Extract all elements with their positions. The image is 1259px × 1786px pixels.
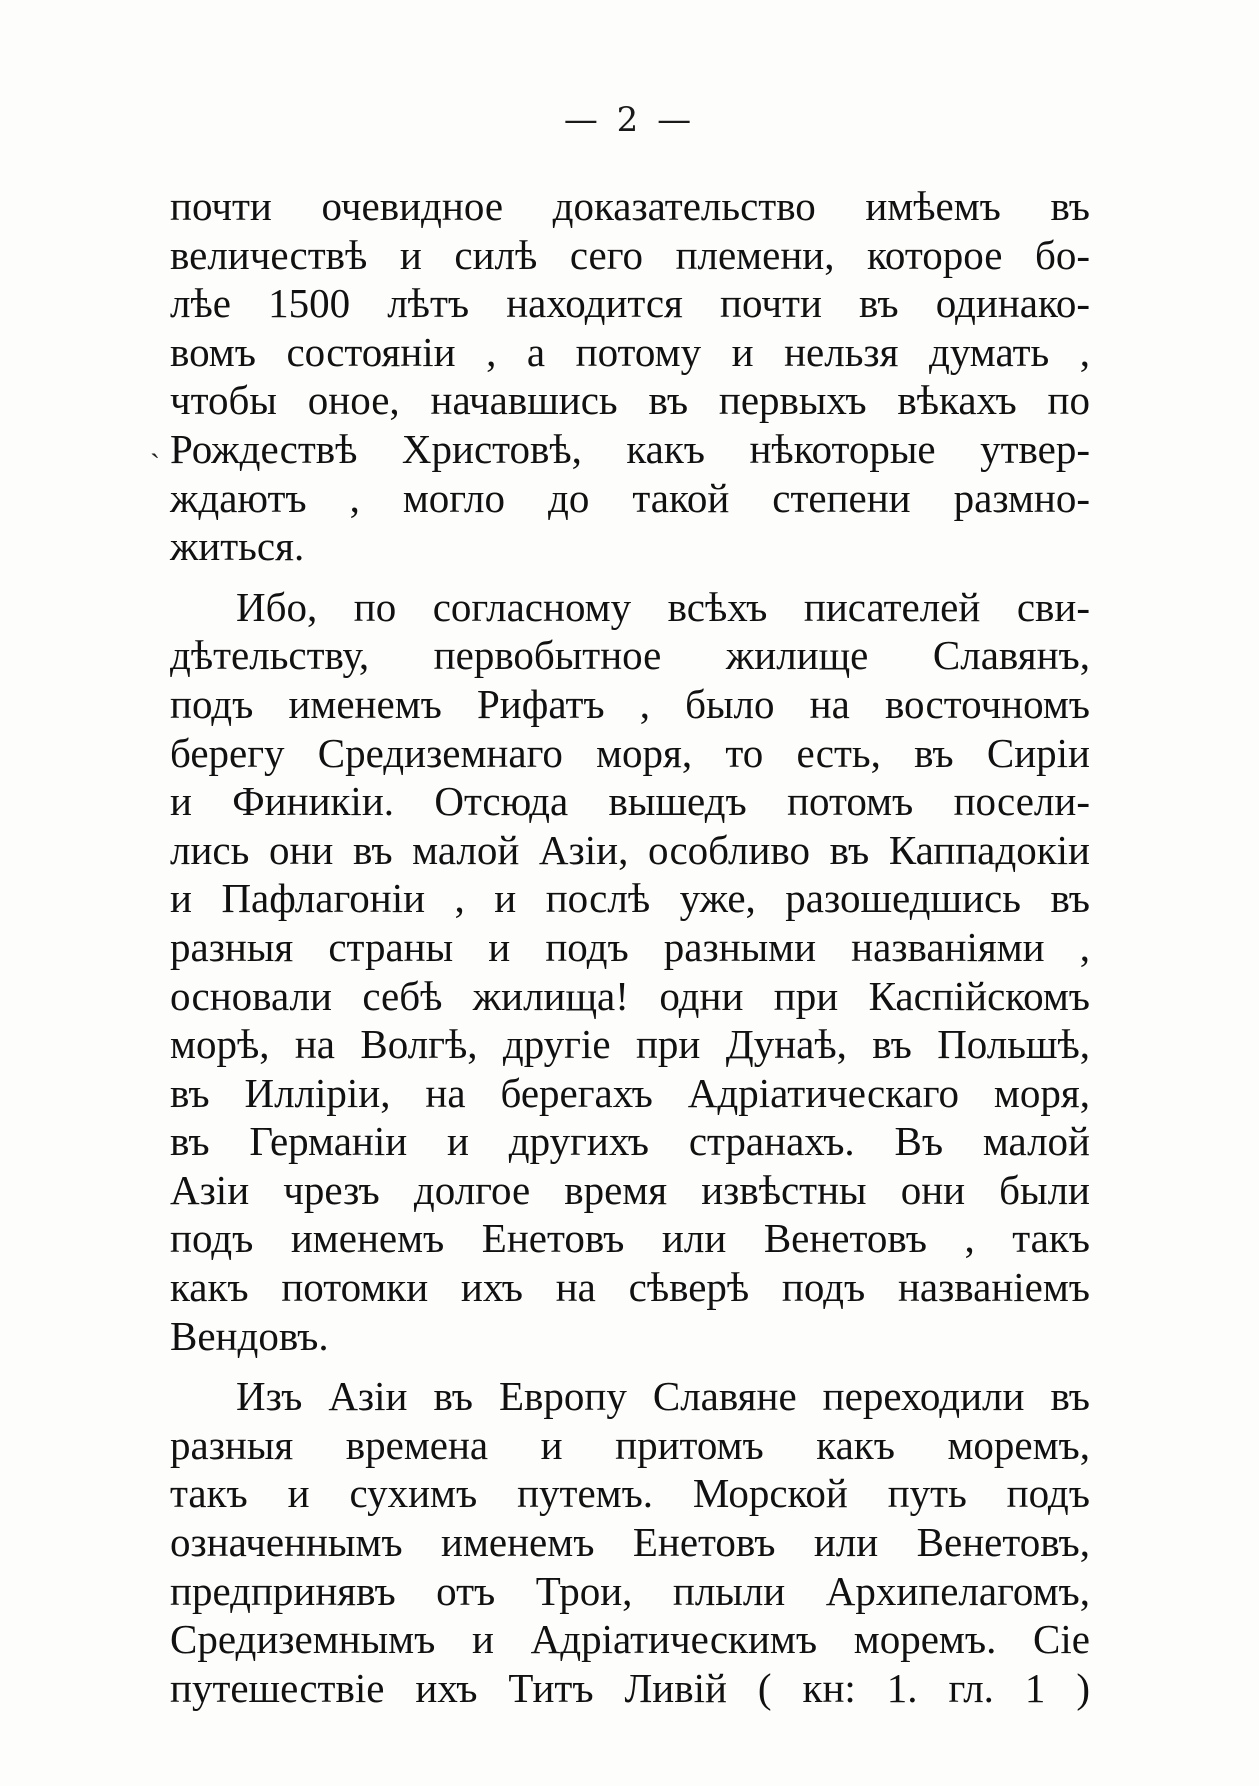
text-line: такъ и сухимъ путемъ. Морской путь подъ bbox=[170, 1470, 1090, 1517]
text-line: почти очевидное доказательство имѣемъ въ bbox=[170, 183, 1090, 229]
text-line: вомъ состояніи , а потому и нельзя думать , bbox=[170, 328, 1090, 375]
text-line: путешествіе ихъ Титъ Ливій ( кн: 1. гл. 1 ) bbox=[170, 1664, 1090, 1711]
text-line: основали себѣ жилища! одни при Каспійскомъ bbox=[170, 972, 1090, 1019]
text-line: морѣ, на Волгѣ, другіе при Дунаѣ, въ Польшѣ, bbox=[170, 1021, 1090, 1068]
text-line: лись они въ малой Азіи, особливо въ Каппадокіи bbox=[170, 826, 1090, 873]
text-line: берегу Средиземнаго моря, то есть, въ Сиріи bbox=[170, 729, 1090, 776]
text-line: Рождествѣ Христовѣ, какъ нѣкоторые утвер- bbox=[170, 425, 1090, 472]
text-line: Изъ Азіи въ Европу Славяне переходили въ bbox=[236, 1373, 1090, 1420]
text-line: лѣе 1500 лѣтъ находится почти въ одинако- bbox=[170, 280, 1090, 327]
text-line: означеннымъ именемъ Енетовъ или Венетовъ, bbox=[170, 1519, 1090, 1566]
text-line: Ибо, по согласному всѣхъ писателей сви- bbox=[236, 583, 1090, 630]
text-line: подъ именемъ Енетовъ или Венетовъ , такъ bbox=[170, 1215, 1090, 1262]
text-line: житься. bbox=[170, 523, 305, 570]
text-line: Вендовъ. bbox=[170, 1312, 329, 1359]
text-line: и Пафлагоніи , и послѣ уже, разошедшись въ bbox=[170, 875, 1090, 922]
text-line: дѣтельству, первобытное жилище Славянъ, bbox=[170, 632, 1090, 679]
body-text bbox=[170, 182, 1090, 1712]
text-line: въ Германіи и другихъ странахъ. Въ малой bbox=[170, 1118, 1090, 1165]
text-line: ждаютъ , могло до такой степени размно- bbox=[170, 474, 1090, 521]
margin-mark: ` bbox=[150, 448, 160, 481]
text-line: чтобы оное, начавшись въ первыхъ вѣкахъ по bbox=[170, 377, 1090, 424]
paragraph-gap bbox=[170, 1360, 1090, 1372]
text-line: и Финикіи. Отсюда вышедъ потомъ посели- bbox=[170, 778, 1090, 825]
text-line: подъ именемъ Рифатъ , было на восточномъ bbox=[170, 680, 1090, 727]
text-line: Азіи чрезъ долгое время извѣстны они были bbox=[170, 1166, 1090, 1213]
page-number-header: — 2 — bbox=[563, 100, 696, 140]
paragraph-gap bbox=[170, 571, 1090, 583]
text-line: предпринявъ отъ Трои, плыли Архипелагомъ, bbox=[170, 1567, 1090, 1614]
text-line: Средиземнымъ и Адріатическимъ моремъ. Сіе bbox=[170, 1616, 1090, 1663]
text-line: величествѣ и силѣ сего племени, которое бо- bbox=[170, 231, 1090, 278]
text-line: разныя страны и подъ разными названіями , bbox=[170, 923, 1090, 970]
text-line: разныя времена и притомъ какъ моремъ, bbox=[170, 1421, 1090, 1468]
text-line: какъ потомки ихъ на сѣверѣ подъ названіемъ bbox=[170, 1264, 1090, 1311]
text-line: въ Илліріи, на берегахъ Адріатическаго моря, bbox=[170, 1069, 1090, 1116]
